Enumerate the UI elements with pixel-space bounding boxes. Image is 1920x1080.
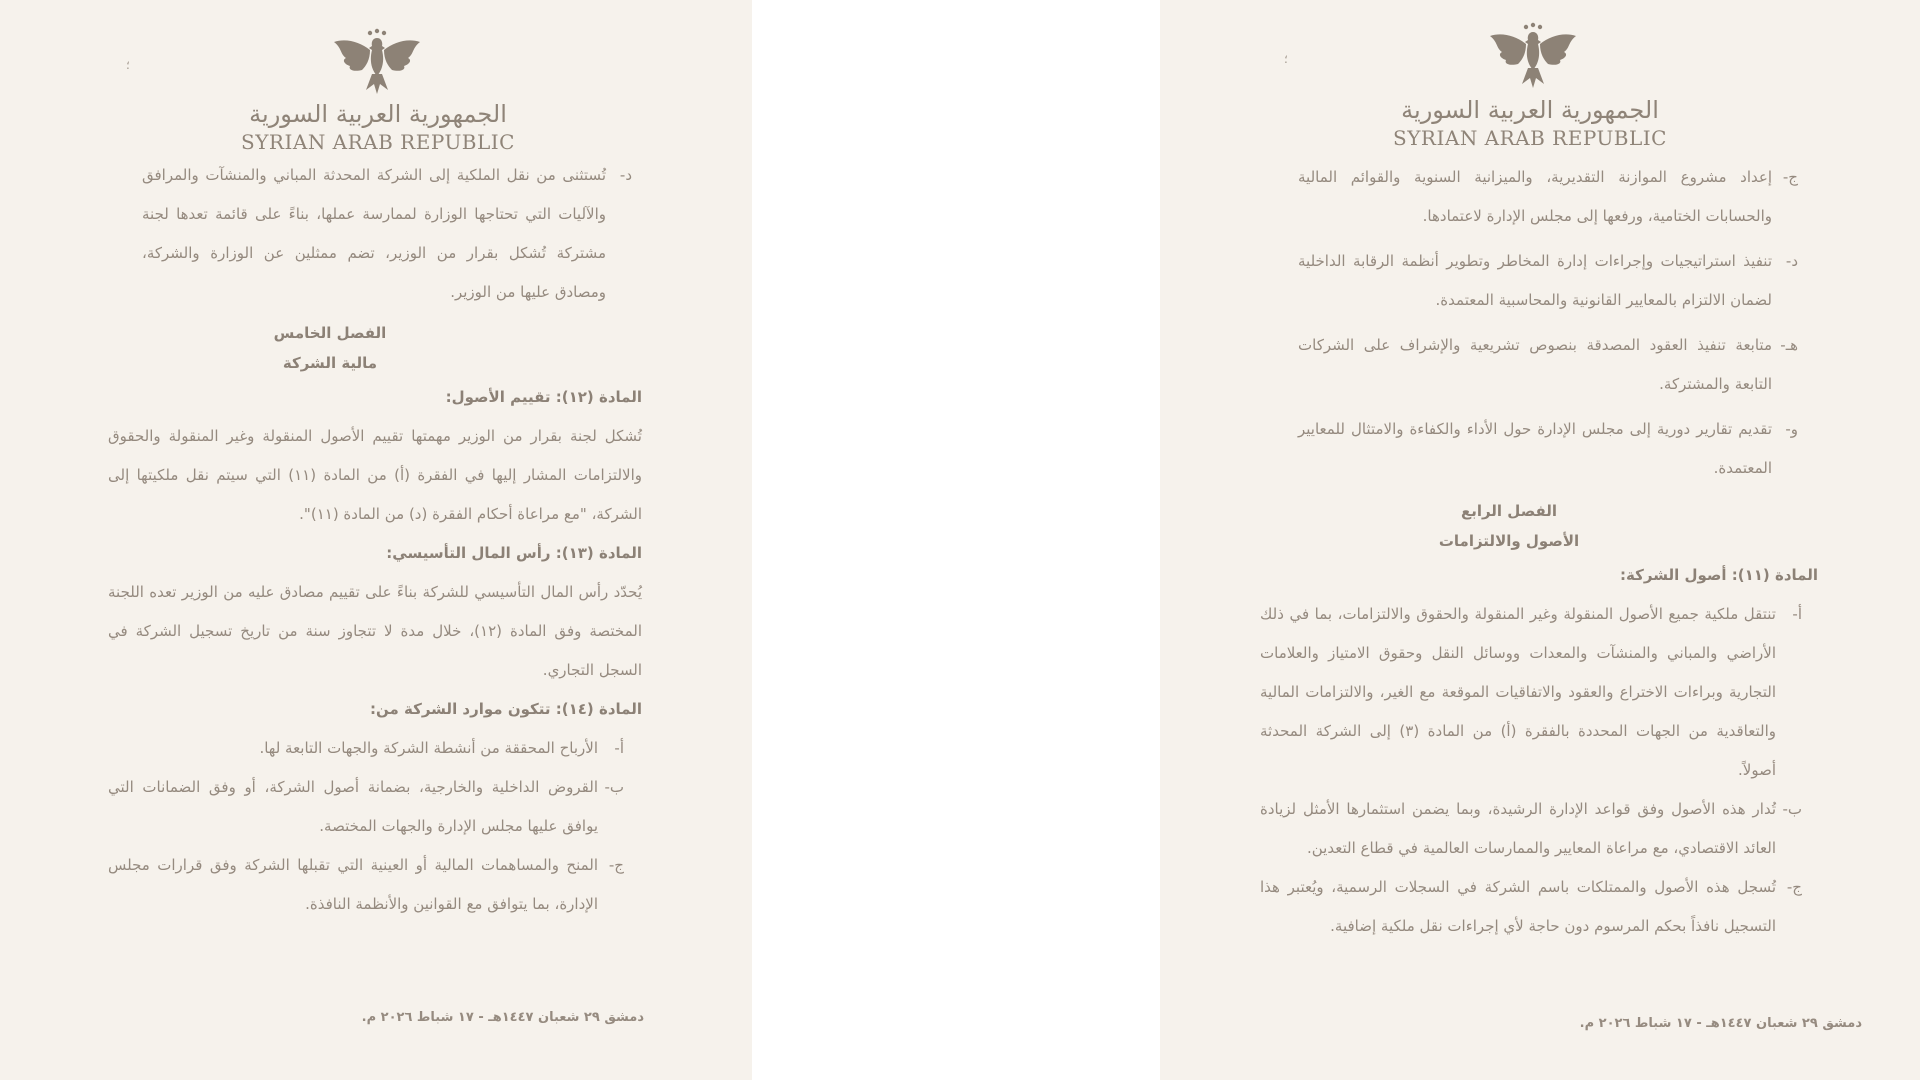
article-14-title: المادة (١٤): تتكون موارد الشركة من: [370,700,642,718]
item-text: تُسجل هذه الأصول والممتلكات باسم الشركة في السجلات الرسمية، ويُعتبر هذا التسجيل نافذاً بحكم المرسوم دون حاجة لأي إجراءات نقل ملكية إضافية. [1260,878,1776,935]
items-top-list [1298,158,1818,488]
list-item [108,729,624,768]
document-page-right [1160,0,1920,1080]
item-text: متابعة تنفيذ العقود المصدقة بنصوص تشريعية والإشراف على الشركات التابعة والمشتركة. [1298,336,1772,393]
list-item [1298,242,1798,320]
chapter-subtitle: الأصول والالتزامات [1438,532,1580,550]
list-item [142,156,642,312]
item-label: أ- [1792,605,1802,623]
page-mark: ؛ [126,58,130,72]
list-item [1260,790,1802,868]
item-text: الأرباح المحققة من أنشطة الشركة والجهات التابعة لها. [259,739,598,757]
item-text: تنفيذ استراتيجيات وإجراءات إدارة المخاطر وتطوير أنظمة الرقابة الداخلية لضمان الالتزام بالمعايير القانونية والمحاسبية المعتمدة. [1298,252,1772,309]
article-14-list [108,729,642,924]
article-13-title: المادة (١٣): رأس المال التأسيسي: [386,544,642,562]
article-11-title: المادة (١١): أصول الشركة: [1620,566,1818,584]
list-item [108,768,624,846]
chapter-subtitle: مالية الشركة [282,354,378,372]
document-body-left [108,156,642,924]
header-english: SYRIAN ARAB REPUBLIC [241,130,515,154]
item-label: د- [1785,252,1798,270]
item-label: د- [619,166,632,184]
eagle-emblem-icon [332,28,422,96]
item-text: المنح والمساهمات المالية أو العينية التي تقبلها الشركة وفق قرارات مجلس الإدارة، بما يتوافق مع القوانين والأنظمة النافذة. [108,856,598,913]
list-item [1298,410,1798,488]
page-footer-date: دمشق ٢٩ شعبان ١٤٤٧هـ - ١٧ شباط ٢٠٢٦ م. [1579,1016,1862,1031]
article-13-text: يُحدّد رأس المال التأسيسي للشركة بناءً على تقييم مصادق عليه من الوزير تعده اللجنة المختصة وفق المادة (١٢)، خلال مدة لا تتجاوز سنة من تاريخ تسجيل الشركة في السجل التجاري. [108,583,642,679]
item-label: ج- [608,856,624,874]
header-arabic: الجمهورية العربية السورية [249,100,507,128]
list-item [1260,595,1802,790]
article-11-list [1260,595,1818,946]
item-label: هـ- [1780,336,1798,354]
item-text: تُستثنى من نقل الملكية إلى الشركة المحدثة المباني والمنشآت والمرافق والآليات التي تحتاجها الوزارة لممارسة عملها، بناءً على قائمة تعدها لجنة مشتركة تُشكل بقرار من الوزير، تضم ممثلين عن الوزارة والشركة، ومصادق عليها من الوزير. [142,166,606,301]
header-arabic: الجمهورية العربية السورية [1401,96,1659,124]
eagle-emblem-icon [1488,22,1578,90]
article-12-text: تُشكل لجنة بقرار من الوزير مهمتها تقييم الأصول المنقولة وغير المنقولة والحقوق والالتزامات المشار إليها في الفقرة (أ) من المادة (١١) التي سيتم نقل ملكيتها إلى الشركة، "مع مراعاة أحكام الفقرة (د) من المادة (١١)". [108,427,642,523]
item-label: و- [1785,420,1798,438]
chapter-title: الفصل الرابع [1460,502,1558,520]
header-english: SYRIAN ARAB REPUBLIC [1393,126,1667,150]
list-item [108,846,624,924]
item-text: تُدار هذه الأصول وفق قواعد الإدارة الرشيدة، وبما يضمن استثمارها الأمثل لزيادة العائد الاقتصادي، مع مراعاة المعايير والممارسات العالمية في قطاع التعدين. [1260,800,1776,857]
item-label: أ- [614,739,624,757]
item-label: ج- [1786,878,1802,896]
item-label: ج- [1782,168,1798,186]
item-text: تنتقل ملكية جميع الأصول المنقولة وغير المنقولة والحقوق والالتزامات، بما في ذلك الأراضي والمباني والمنشآت والمعدات ووسائل النقل وحقوق الامتياز والعلامات التجارية وبراءات الاختراع والعقود والاتفاقيات الموقعة مع الغير، والالتزامات المالية والتعاقدية من الجهات المحددة بالفقرة (أ) من المادة (٣) إلى الشركة المحدثة أصولاً. [1260,605,1776,779]
document-body-right [1260,158,1818,946]
item-label: ب- [1782,800,1802,818]
document-page-left [0,0,752,1080]
item-text: إعداد مشروع الموازنة التقديرية، والميزانية السنوية والقوائم المالية والحسابات الختامية، ورفعها إلى مجلس الإدارة لاعتمادها. [1298,168,1772,225]
page-mark: ؛ [1284,52,1288,66]
item-text: القروض الداخلية والخارجية، بضمانة أصول الشركة، أو وفق الضمانات التي يوافق عليها مجلس الإدارة والجهات المختصة. [108,778,598,835]
list-item [1298,158,1798,236]
list-item [1260,868,1802,946]
list-item [1298,326,1798,404]
article-12-title: المادة (١٢): تقييم الأصول: [445,388,642,406]
item-label: ب- [604,778,624,796]
chapter-title: الفصل الخامس [273,324,387,342]
item-text: تقديم تقارير دورية إلى مجلس الإدارة حول الأداء والكفاءة والامتثال للمعايير المعتمدة. [1298,420,1772,477]
page-footer-date: دمشق ٢٩ شعبان ١٤٤٧هـ - ١٧ شباط ٢٠٢٦ م. [361,1010,644,1025]
